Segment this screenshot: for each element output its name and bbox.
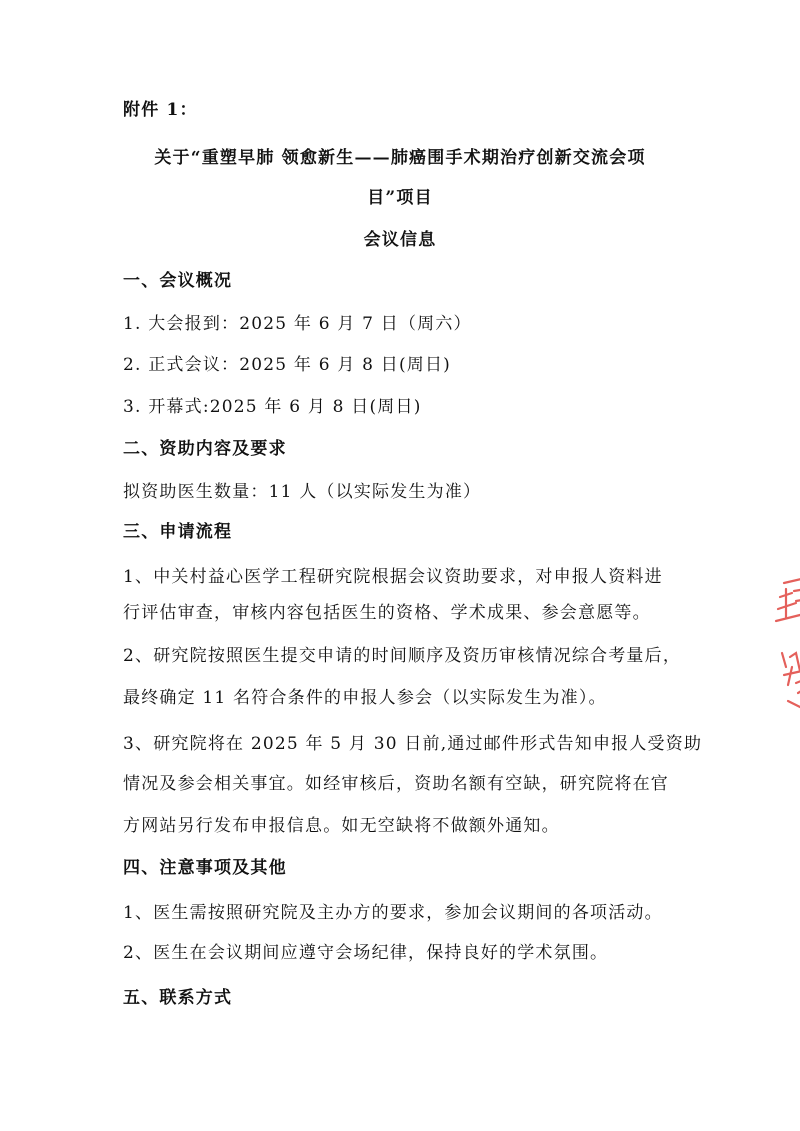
process-line: 行评估审查，审核内容包括医生的资格、学术成果、参会意愿等。 xyxy=(123,603,651,623)
overview-item: 3. 开幕式:2025 年 6 月 8 日(周日) xyxy=(123,397,422,417)
process-line: 最终确定 11 名符合条件的申报人参会（以实际发生为准）。 xyxy=(123,688,607,708)
process-line: 方网站另行发布申报信息。如无空缺将不做额外通知。 xyxy=(123,816,560,836)
section-heading-funding: 二、资助内容及要求 xyxy=(123,439,287,459)
section-heading-notes: 四、注意事项及其他 xyxy=(123,858,287,878)
notes-line: 1、医生需按照研究院及主办方的要求，参加会议期间的各项活动。 xyxy=(123,903,663,923)
attachment-label: 附件 1： xyxy=(123,100,198,120)
title-line-2: 目”项目 xyxy=(367,188,433,208)
overview-item: 2. 正式会议：2025 年 6 月 8 日(周日) xyxy=(123,355,452,375)
section-heading-contact: 五、联系方式 xyxy=(123,988,233,1008)
notes-line: 2、医生在会议期间应遵守会场纪律，保持良好的学术氛围。 xyxy=(123,943,609,963)
overview-item: 1. 大会报到：2025 年 6 月 7 日（周六） xyxy=(123,314,472,334)
title-line-1: 关于“重塑早肺 领愈新生——肺癌围手术期治疗创新交流会项 xyxy=(154,148,646,168)
red-seal-stamp xyxy=(770,575,800,715)
funding-text: 拟资助医生数量：11 人（以实际发生为准） xyxy=(123,482,482,502)
title-line-3: 会议信息 xyxy=(363,230,437,250)
section-heading-overview: 一、会议概况 xyxy=(123,271,233,291)
section-heading-process: 三、申请流程 xyxy=(123,522,233,542)
process-line: 1、中关村益心医学工程研究院根据会议资助要求，对申报人资料进 xyxy=(123,567,663,587)
process-line: 3、研究院将在 2025 年 5 月 30 日前,通过邮件形式告知申报人受资助 xyxy=(123,734,703,754)
process-line: 情况及参会相关事宜。如经审核后，资助名额有空缺，研究院将在官 xyxy=(123,774,669,794)
process-line: 2、研究院按照医生提交申请的时间顺序及资历审核情况综合考量后， xyxy=(123,646,682,666)
